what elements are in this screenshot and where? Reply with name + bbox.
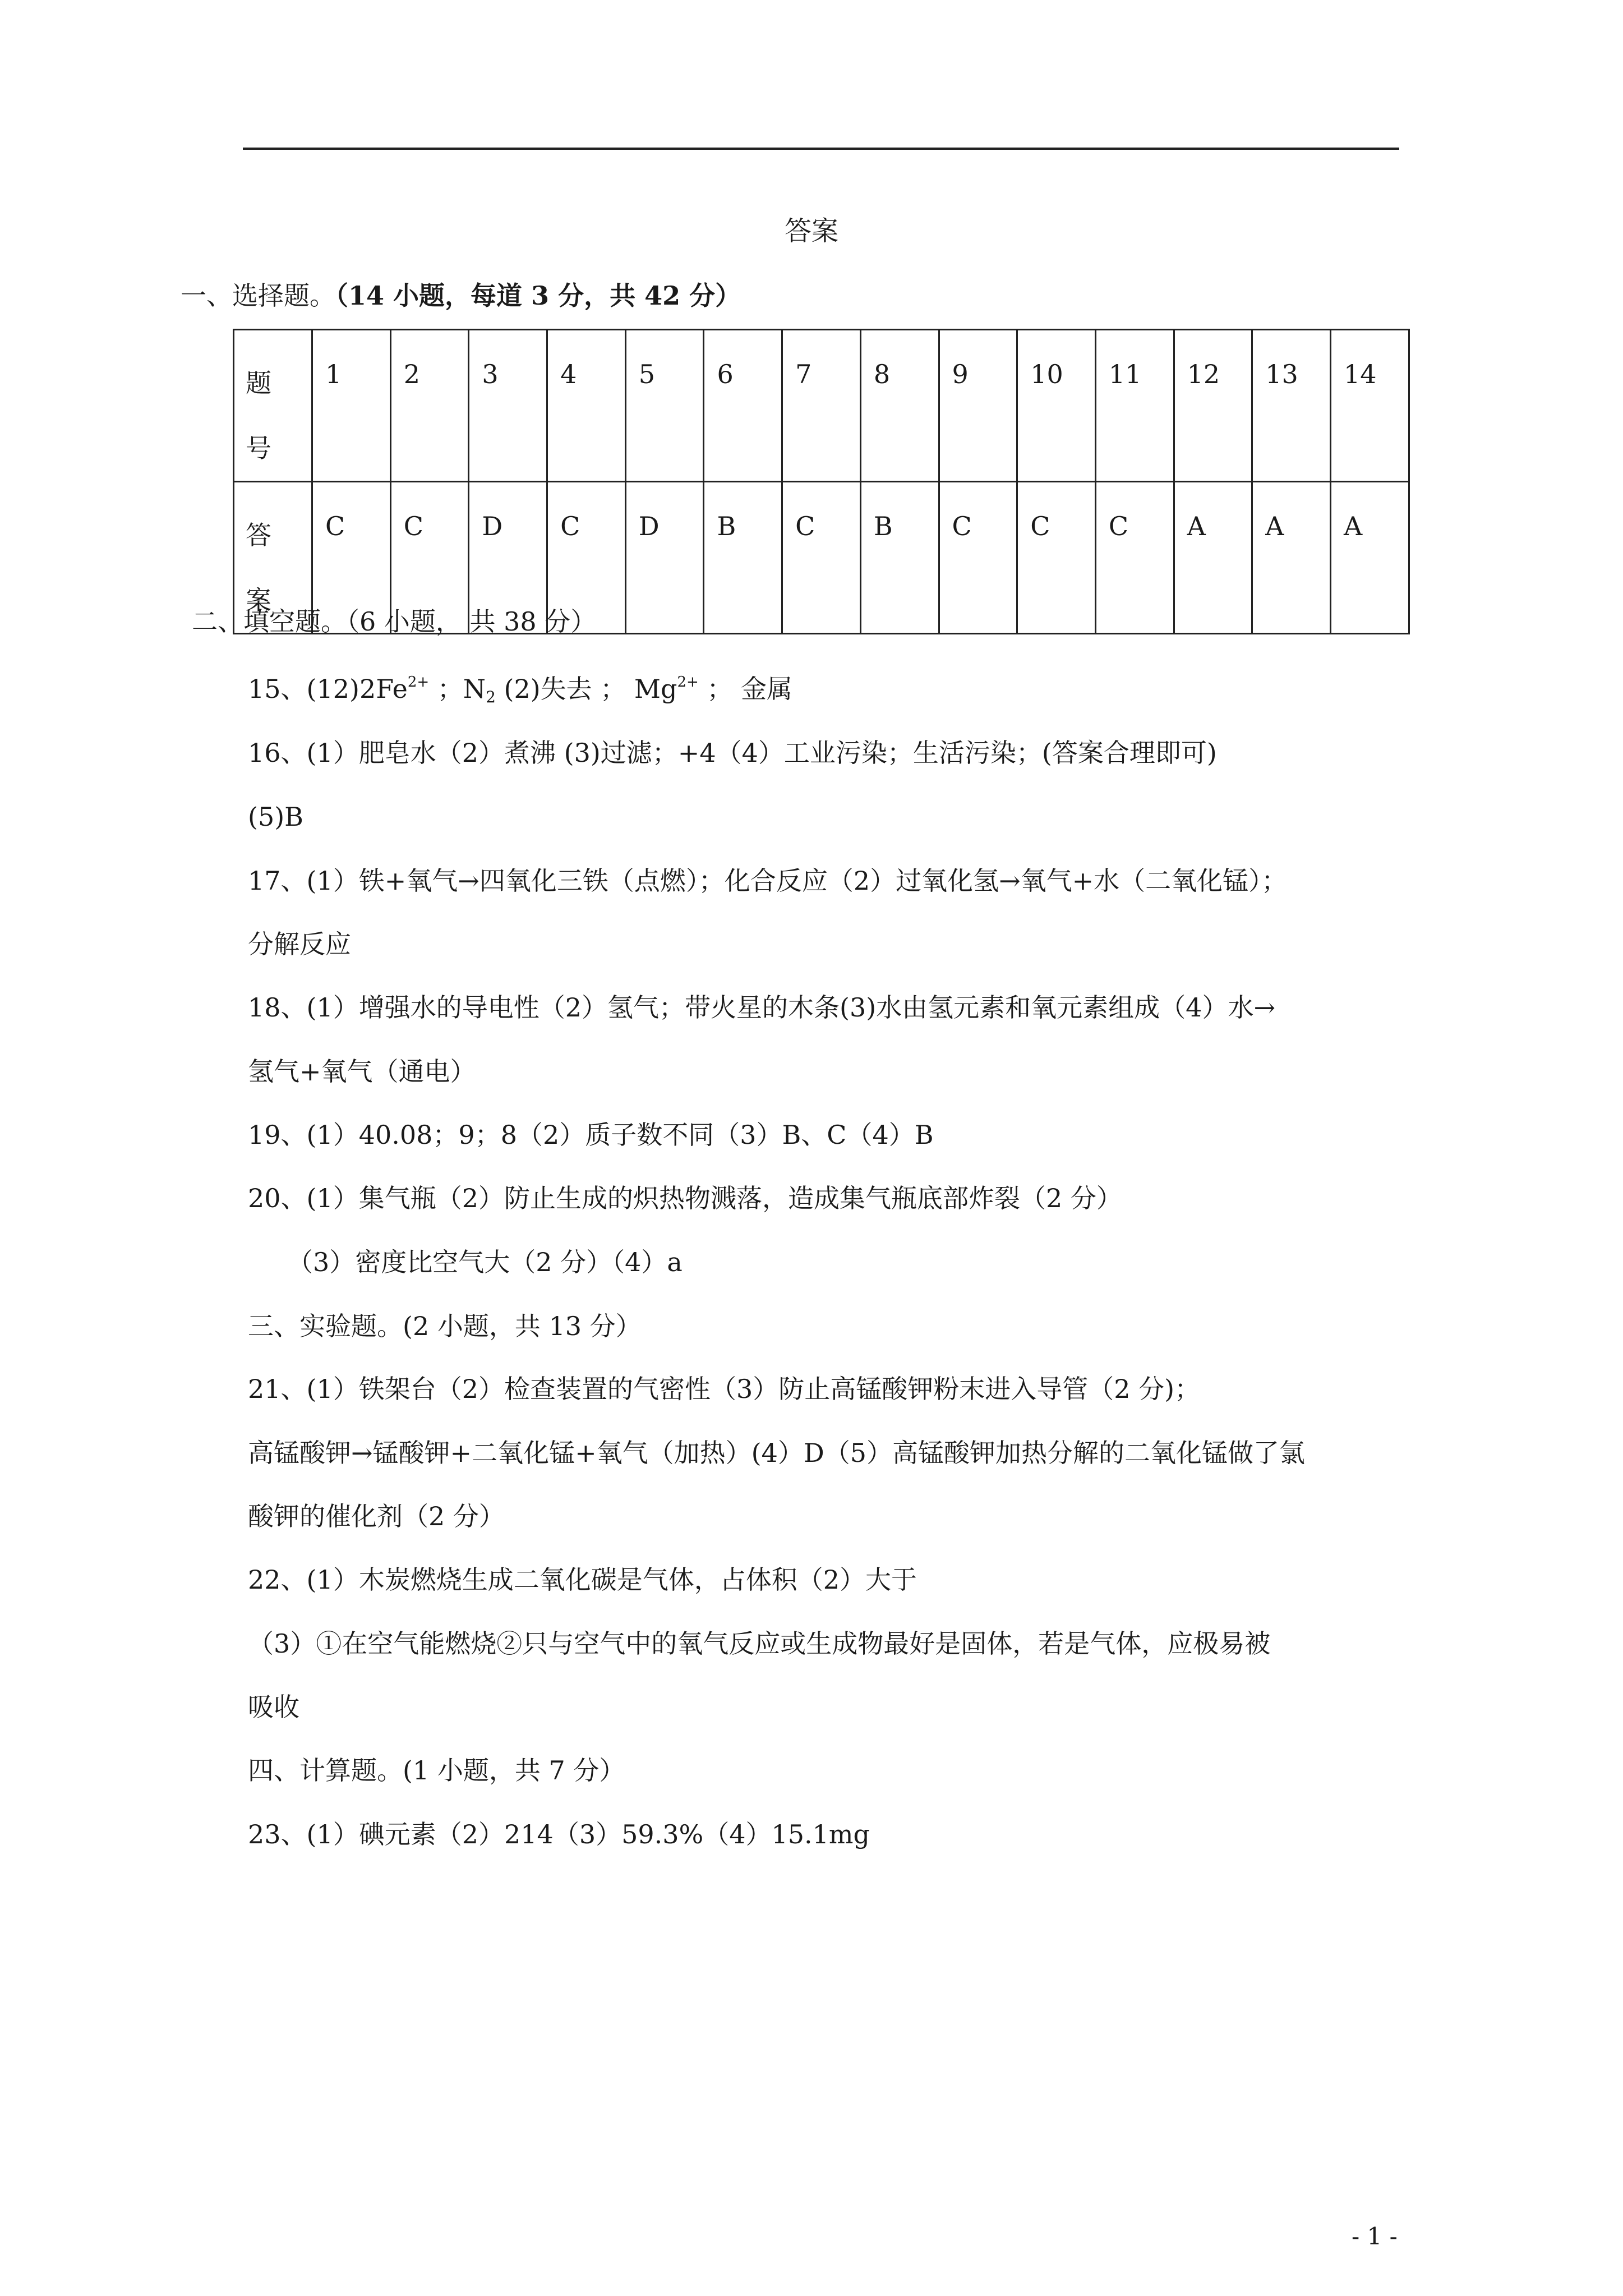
answer-cell: C <box>312 482 391 634</box>
question-number: 6 <box>704 330 782 482</box>
answer-21-line-2: 高锰酸钾→锰酸钾+二氧化锰+氧气（加热）(4）D（5）高锰酸钾加热分解的二氧化锰做了氯 <box>248 1438 1305 1468</box>
section-choice-detail: （14 小题，每道 3 分，共 42 分） <box>335 280 741 311</box>
answer-15-part: (2)失去 ； Mg <box>495 674 677 704</box>
answer-15-part: 15、(12)2Fe <box>248 674 408 704</box>
question-number: 12 <box>1174 330 1252 482</box>
answer-16-line-1: 16、(1）肥皂水（2）煮沸 (3)过滤；+4（4）工业污染；生活污染；(答案合理即可) <box>248 738 1217 768</box>
section-choice-prefix: 一、选择题。 <box>181 280 335 311</box>
section-experiment-heading: 三、实验题。(2 小题，共 13 分） <box>248 1311 642 1341</box>
answer-16-line-2: (5)B <box>248 802 303 832</box>
row-label-char: 题 <box>246 368 271 398</box>
answer-cell: C <box>1017 482 1096 634</box>
answer-cell: D <box>625 482 704 634</box>
header-rule <box>243 148 1399 150</box>
question-number: 10 <box>1017 330 1096 482</box>
charge-superscript: 2+ <box>407 674 430 691</box>
formula-subscript: 2 <box>486 688 496 706</box>
row-label-char: 答 <box>246 520 271 550</box>
question-number: 9 <box>939 330 1017 482</box>
row-label-number <box>234 330 312 482</box>
question-number: 1 <box>312 330 391 482</box>
answer-21-line-1: 21、(1）铁架台（2）检查装置的气密性（3）防止高锰酸钾粉末进入导管（2 分)； <box>248 1374 1201 1404</box>
answer-cell: A <box>1330 482 1409 634</box>
answer-cell: A <box>1174 482 1252 634</box>
charge-superscript: 2+ <box>677 674 699 691</box>
answer-cell: C <box>390 482 469 634</box>
row-label-char: 号 <box>246 433 271 463</box>
answer-cell: D <box>469 482 547 634</box>
answer-15 <box>248 672 792 706</box>
answer-22-line-2: （3）①在空气能燃烧②只与空气中的氧气反应或生成物最好是固体，若是气体，应极易被 <box>248 1628 1271 1659</box>
answer-cell: C <box>1095 482 1174 634</box>
table-row-numbers <box>234 330 1409 482</box>
page-title: 答案 <box>784 215 838 247</box>
answer-cell: C <box>547 482 626 634</box>
question-number: 11 <box>1095 330 1174 482</box>
question-number: 8 <box>860 330 939 482</box>
section-fill-heading: 二、填空题。（6 小题， 共 38 分） <box>192 606 597 637</box>
answer-cell: B <box>860 482 939 634</box>
question-number: 13 <box>1252 330 1331 482</box>
question-number: 14 <box>1330 330 1409 482</box>
answer-17-line-1: 17、(1）铁+氧气→四氧化三铁（点燃）；化合反应（2）过氧化氢→氧气+水（二氧化锰）； <box>248 866 1288 896</box>
answer-cell: C <box>939 482 1017 634</box>
question-number: 7 <box>782 330 861 482</box>
answer-22-line-1: 22、(1）木炭燃烧生成二氧化碳是气体，占体积（2）大于 <box>248 1565 917 1595</box>
answer-20-line-1: 20、(1）集气瓶（2）防止生成的炽热物溅落，造成集气瓶底部炸裂（2 分） <box>248 1183 1122 1213</box>
question-number: 3 <box>469 330 547 482</box>
answer-23: 23、(1）碘元素（2）214（3）59.3%（4）15.1mg <box>248 1819 870 1849</box>
page-number: - 1 - <box>1352 2223 1398 2250</box>
answer-22-line-3: 吸收 <box>248 1692 299 1722</box>
answer-15-part: ；N <box>429 674 486 704</box>
answer-20-line-2: （3）密度比空气大（2 分）（4）a <box>287 1247 683 1277</box>
answer-18-line-2: 氢气+氧气（通电） <box>248 1056 476 1087</box>
answer-cell: A <box>1252 482 1331 634</box>
answer-15-part: ； 金属 <box>698 674 793 704</box>
answer-18-line-1: 18、(1）增强水的导电性（2）氢气；带火星的木条(3)水由氢元素和氧元素组成（4）水→ <box>248 992 1275 1023</box>
row-label-char: 案 <box>246 585 271 615</box>
answer-17-line-2: 分解反应 <box>248 929 351 959</box>
answer-table <box>233 329 1410 634</box>
question-number: 4 <box>547 330 626 482</box>
answer-cell: C <box>782 482 861 634</box>
section-calc-heading: 四、计算题。(1 小题，共 7 分） <box>248 1755 625 1786</box>
answer-19: 19、(1）40.08；9；8（2）质子数不同（3）B、C（4）B <box>248 1120 934 1150</box>
question-number: 2 <box>390 330 469 482</box>
section-choice-heading <box>181 279 741 312</box>
answer-21-line-3: 酸钾的催化剂（2 分） <box>248 1501 505 1531</box>
question-number: 5 <box>625 330 704 482</box>
answer-cell: B <box>704 482 782 634</box>
